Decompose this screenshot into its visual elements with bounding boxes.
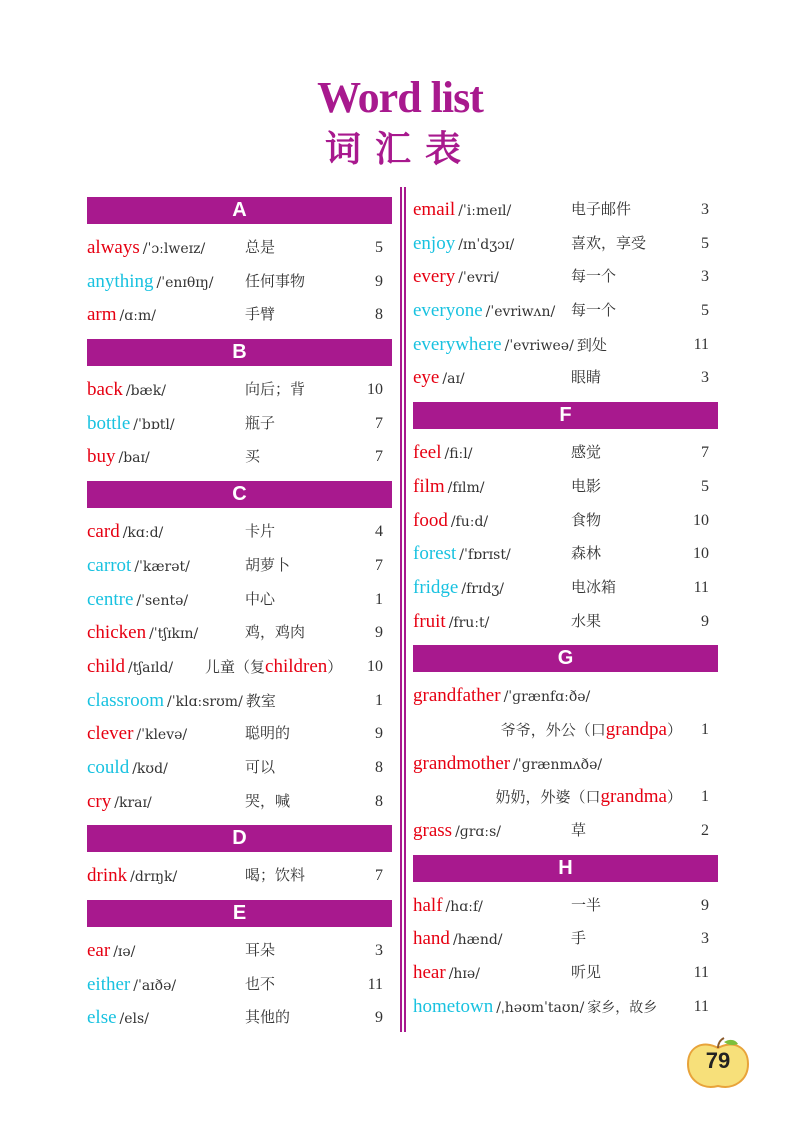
meaning: 教室: [245, 691, 276, 710]
section-header-f: F: [413, 402, 718, 429]
page-ref: 10: [693, 545, 709, 563]
entry-grandmother-meaning: [413, 780, 718, 814]
informal-form: grandma: [600, 786, 667, 808]
entry-drink: [87, 859, 392, 893]
entry-centre: [87, 583, 392, 617]
phonetic: /fuːd/: [450, 513, 489, 530]
page-ref: 9: [375, 1009, 383, 1027]
page-ref: 10: [693, 511, 709, 529]
page-ref: 3: [701, 369, 709, 387]
entry-enjoy: [413, 227, 718, 261]
phonetic: /kʊd/: [132, 760, 168, 777]
word: every: [413, 266, 456, 288]
meaning-close: ）: [666, 720, 682, 739]
section-header-a: A: [87, 197, 392, 224]
meaning: 可以: [245, 757, 276, 776]
page-ref: 8: [375, 792, 383, 810]
phonetic: /ˈklɑːsrʊm/: [167, 693, 243, 710]
word: email: [413, 199, 456, 220]
phonetic: /ˈevriwʌn/: [485, 304, 556, 321]
section-header-g: G: [413, 645, 718, 672]
entry-card: [87, 515, 392, 549]
column-divider-left: [400, 187, 402, 1032]
meaning: 总是: [245, 238, 276, 256]
phonetic: /hɪə/: [448, 966, 480, 983]
meaning-text: 儿童（复: [205, 657, 266, 676]
informal-form: grandpa: [605, 718, 667, 740]
phonetic: /ɪnˈdʒɔɪ/: [458, 236, 515, 253]
word: film: [413, 475, 445, 497]
meaning: 手臂: [245, 305, 276, 324]
phonetic: /ˈfɒrɪst/: [459, 547, 511, 564]
meaning: 食物: [571, 510, 602, 529]
word: buy: [87, 446, 116, 468]
page-ref: 7: [375, 867, 383, 885]
entry-email: [413, 193, 718, 227]
phonetic: /ˈɡrænfɑːðə/: [503, 689, 591, 706]
phonetic: /ˈevriweə/: [504, 337, 574, 354]
meaning: 森林: [571, 544, 602, 563]
entry-either: [87, 968, 392, 1002]
page-ref: 11: [693, 335, 709, 353]
page-ref: 1: [375, 691, 383, 709]
entry-fruit: [413, 605, 718, 639]
meaning: 听见: [571, 963, 602, 982]
meaning: 电影: [571, 476, 602, 495]
word: enjoy: [413, 232, 456, 254]
page-ref: 8: [375, 306, 383, 324]
entry-grass: [413, 814, 718, 848]
entry-film: [413, 470, 718, 504]
phonetic: /hɑːf/: [445, 898, 483, 915]
meaning: 其他的: [245, 1008, 291, 1027]
page-ref: 9: [701, 896, 709, 914]
meaning: 手: [571, 929, 587, 948]
page-ref: 11: [693, 964, 709, 982]
word: eye: [413, 367, 440, 389]
entry-every: [413, 260, 718, 294]
meaning: 瓶子: [245, 413, 276, 432]
page-ref: 7: [701, 444, 709, 462]
page-ref: 5: [701, 234, 709, 252]
page-ref: 8: [375, 758, 383, 776]
page-ref: 1: [375, 590, 383, 608]
entry-ear: [87, 934, 392, 968]
word: clever: [87, 723, 134, 745]
word: arm: [87, 304, 117, 326]
phonetic: /bæk/: [125, 383, 166, 400]
meaning: 到处: [576, 335, 607, 354]
entry-hometown: [413, 990, 718, 1024]
word: ear: [87, 940, 111, 961]
meaning: 鸡，鸡肉: [245, 623, 306, 642]
page-ref: 10: [367, 657, 383, 675]
word: classroom: [87, 689, 165, 711]
section-header-c: C: [87, 481, 392, 508]
entry-hand: [413, 922, 718, 956]
left-column: [87, 197, 392, 1035]
meaning-close: ）: [327, 657, 343, 676]
word: child: [87, 655, 125, 677]
meaning: 水果: [571, 611, 602, 630]
page-ref: 2: [701, 822, 709, 839]
meaning-close: ）: [666, 788, 682, 807]
word: hear: [413, 962, 446, 984]
entry-grandfather-meaning: [413, 713, 718, 747]
meaning: 卡片: [245, 522, 276, 541]
meaning: 任何事物: [245, 271, 306, 290]
phonetic: /ɡrɑːs/: [455, 824, 502, 840]
page-title: Word list: [317, 73, 483, 122]
meaning: [205, 650, 342, 685]
word: centre: [87, 588, 134, 610]
page-subtitle: 词汇表: [324, 129, 475, 170]
page-number: 79: [705, 1048, 731, 1073]
section-header-h: H: [413, 855, 718, 882]
meaning: 每一个: [571, 267, 617, 286]
word: carrot: [87, 554, 132, 576]
entry-carrot: [87, 549, 392, 583]
meaning: 也不: [245, 974, 276, 993]
meaning: 感觉: [571, 443, 602, 462]
page-ref: 10: [367, 381, 383, 399]
entry-everyone: [413, 294, 718, 328]
page-ref: 1: [701, 720, 709, 738]
word: grass: [413, 820, 453, 841]
page-ref: 9: [375, 725, 383, 743]
page-ref: 4: [375, 523, 383, 541]
entry-buy: [87, 440, 392, 474]
phonetic: /frɪdʒ/: [461, 580, 505, 597]
entry-anything: [87, 265, 392, 299]
phonetic: /drɪŋk/: [130, 869, 178, 886]
meaning: 中心: [245, 589, 276, 608]
page-ref: 9: [375, 624, 383, 642]
meaning: 胡萝卜: [245, 555, 291, 574]
entry-everywhere: [413, 328, 718, 362]
page-ref: 11: [693, 578, 709, 596]
phonetic: /ˈklevə/: [136, 727, 188, 744]
entry-classroom: [87, 684, 392, 718]
phonetic: /ˈaɪðə/: [133, 977, 177, 994]
meaning: 奶奶，外婆（口: [495, 788, 601, 807]
page-ref: 5: [701, 302, 709, 320]
word: forest: [413, 543, 457, 565]
meaning: 电冰箱: [571, 577, 617, 596]
entry-grandmother: [413, 747, 718, 781]
meaning: 哭，喊: [245, 791, 291, 810]
phonetic: /aɪ/: [442, 371, 465, 388]
phonetic: /els/: [119, 1011, 149, 1028]
phonetic: /kraɪ/: [114, 794, 152, 811]
phonetic: /hænd/: [452, 932, 503, 949]
entry-cry: [87, 785, 392, 819]
page-ref: 3: [701, 268, 709, 286]
page-ref: 1: [701, 788, 709, 806]
phonetic: /kɑːd/: [122, 525, 164, 542]
page-ref: 3: [375, 942, 383, 959]
entry-grandfather: [413, 679, 718, 713]
entry-fridge: [413, 571, 718, 605]
word: grandfather: [413, 685, 501, 707]
page-ref: 5: [701, 477, 709, 495]
meaning: 草: [571, 821, 587, 839]
entry-hear: [413, 956, 718, 990]
phonetic: /tʃaɪld/: [128, 659, 174, 676]
phonetic: /ˈsentə/: [136, 592, 189, 609]
meaning: 喜欢，享受: [571, 233, 647, 252]
phonetic: /ˈɡrænmʌðə/: [513, 756, 603, 773]
meaning: 眼睛: [571, 368, 602, 387]
phonetic: /ˈtʃɪkɪn/: [149, 626, 199, 643]
word: half: [413, 894, 443, 916]
entry-arm: [87, 298, 392, 332]
section-header-b: B: [87, 339, 392, 366]
entry-feel: [413, 436, 718, 470]
phonetic: /ˈbɒtl/: [133, 416, 175, 433]
entry-else: [87, 1001, 392, 1035]
section-header-e: E: [87, 900, 392, 927]
word: else: [87, 1007, 117, 1029]
entry-half: [413, 889, 718, 923]
entry-bottle: [87, 407, 392, 441]
phonetic: /fiːl/: [444, 446, 473, 463]
page-ref: 11: [367, 975, 383, 993]
page-ref: 11: [693, 997, 709, 1015]
entry-child: [87, 650, 392, 684]
page-ref: 7: [375, 556, 383, 574]
phonetic: /ɑːm/: [119, 308, 156, 325]
meaning: 聪明的: [245, 724, 291, 743]
word: back: [87, 379, 123, 401]
meaning: 爷爷，外公（口: [500, 720, 606, 739]
word: hand: [413, 928, 450, 950]
meaning: 买: [245, 447, 261, 466]
page-ref: 5: [375, 239, 383, 256]
entry-forest: [413, 537, 718, 571]
page-ref: 7: [375, 448, 383, 466]
page-ref: 3: [701, 930, 709, 948]
page-ref: 7: [375, 414, 383, 432]
word: anything: [87, 270, 154, 292]
word: card: [87, 521, 120, 543]
phonetic: /fɪlm/: [447, 479, 485, 496]
word: chicken: [87, 622, 147, 644]
section-header-d: D: [87, 825, 392, 852]
phonetic: /ˌhəʊmˈtaʊn/: [496, 999, 585, 1016]
meaning: 每一个: [571, 301, 617, 320]
word: food: [413, 509, 448, 531]
phonetic: /baɪ/: [118, 450, 150, 467]
word: hometown: [413, 995, 494, 1017]
word: always: [87, 237, 140, 258]
word: either: [87, 973, 131, 995]
entry-chicken: [87, 616, 392, 650]
page-ref: 9: [701, 612, 709, 630]
entry-back: [87, 373, 392, 407]
meaning: 向后；背: [245, 380, 306, 399]
entry-clever: [87, 717, 392, 751]
phonetic: /fruːt/: [448, 614, 490, 631]
column-divider-right: [404, 187, 406, 1032]
word: fridge: [413, 576, 459, 598]
meaning: 耳朵: [245, 941, 276, 959]
entry-food: [413, 504, 718, 538]
word: cry: [87, 790, 112, 812]
word: everyone: [413, 300, 483, 322]
entry-always: [87, 231, 392, 265]
meaning: 喝；饮料: [245, 866, 306, 885]
plural-form: children: [265, 655, 328, 677]
word: fruit: [413, 610, 446, 632]
word: could: [87, 756, 130, 778]
phonetic: /ˈkærət/: [134, 558, 190, 575]
meaning: 一半: [571, 895, 602, 914]
phonetic: /ˈiːmeɪl/: [458, 203, 512, 219]
page-ref: 3: [701, 201, 709, 218]
phonetic: /ˈenɪθɪŋ/: [156, 274, 214, 291]
word: everywhere: [413, 333, 502, 355]
meaning: 电子邮件: [571, 200, 632, 218]
word: grandmother: [413, 752, 511, 774]
entry-eye: [413, 361, 718, 395]
word: bottle: [87, 412, 131, 434]
phonetic: /ɪə/: [113, 944, 136, 960]
word: feel: [413, 442, 442, 464]
right-column: [413, 193, 718, 1023]
page-ref: 9: [375, 272, 383, 290]
phonetic: /ˈɔːlweɪz/: [142, 241, 206, 257]
word: drink: [87, 865, 128, 887]
entry-could: [87, 751, 392, 785]
phonetic: /ˈevri/: [458, 270, 499, 287]
meaning: 家乡，故乡: [587, 999, 658, 1016]
